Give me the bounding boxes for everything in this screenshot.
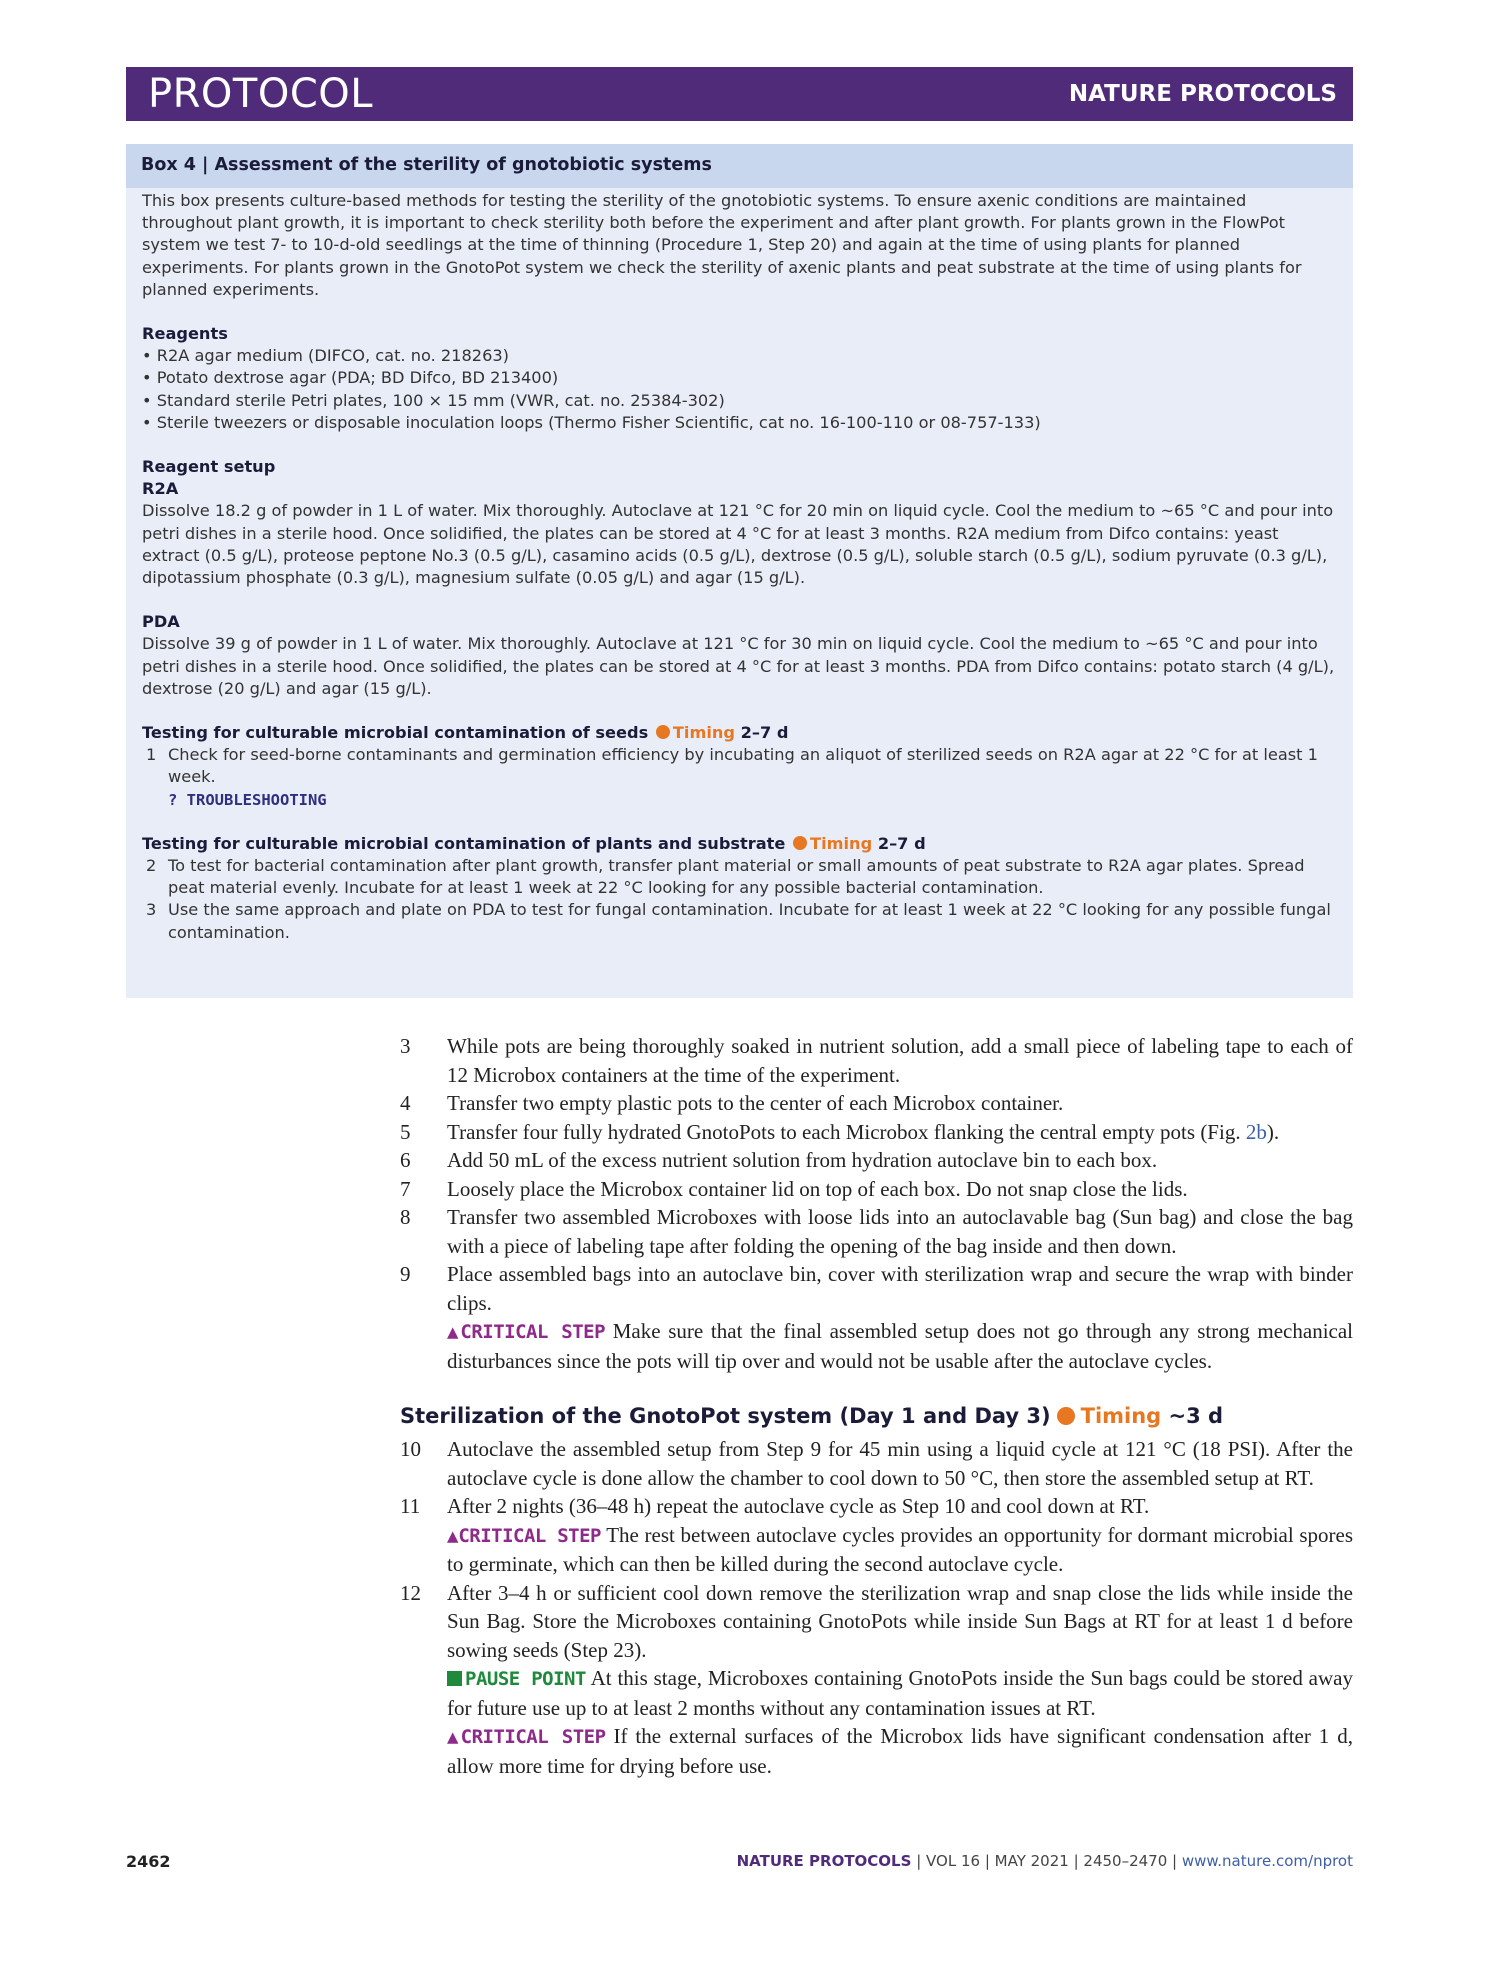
box-step-3: 3 Use the same approach and plate on PDA to test for fungal contamination. Incubate for at least 1 week at 22 °C looking for any possible fungal contamination. [146,900,1331,942]
pda-text: Dissolve 39 g of powder in 1 L of water. Mix thoroughly. Autoclave at 121 °C for 30 min on liquid cycle. Cool the medium to ~65 °C and pour into petri dishes in a sterile hood. Once solidified, the plates can be stored at 4 °C for at least 3 months. PDA from Difco contains: potato starch (4 g/L), dextrose (20 g/L) and agar (15 g/L). [142,634,1335,698]
step-3: 3 While pots are being thoroughly soaked in nutrient solution, add a small piece of labeling tape to each of 12 Microbox containers at the time of the experiment. [400,1034,1353,1087]
box-step-1: 1 Check for seed-borne contaminants and germination efficiency by incubating an aliquot of sterilized seeds on R2A agar at 22 °C for at least 1 week. [146,745,1318,787]
box-title: Box 4 | Assessment of the sterility of gnotobiotic systems [141,155,712,175]
reagent-item: • Sterile tweezers or disposable inoculation loops (Thermo Fisher Scientific, cat no. 16-100-110 or 08-757-133) [142,412,1041,432]
section-heading: Sterilization of the GnotoPot system (Day 1 and Day 3) Timing ~3 d [400,1404,1224,1428]
figure-link[interactable]: 2b [1245,1119,1267,1144]
step-11: 11 After 2 nights (36–48 h) repeat the autoclave cycle as Step 10 and cool down at RT. [400,1494,1150,1518]
page-header [126,67,1353,121]
step-4: 4 Transfer two empty plastic pots to the center of each Microbox container. [400,1091,1064,1115]
timing-dot-icon [656,725,670,739]
pda-heading: PDA [142,612,180,632]
reagent-setup-heading: Reagent setup [142,457,276,477]
box-step-2: 2 To test for bacterial contamination after plant growth, transfer plant material or small amounts of peat substrate to R2A agar plates. Spread peat material evenly. Incubate for at least 1 week at 22 °C looking for any possible bacterial contamination. [146,856,1305,898]
step-8: 8 Transfer two assembled Microboxes with loose lids into an autoclavable bag (Sun bag) and close the bag with a piece of labeling tape after folding the opening of the bag inside and then down. [400,1205,1353,1258]
critical-step-note: ▲CRITICAL STEP If the external surfaces of the Microbox lids have significant condensation after 1 d, allow more time for drying before use. [447,1724,1353,1778]
step-5: 5 Transfer four fully hydrated GnotoPots to each Microbox flanking the central empty pots (Fig. 2b). [400,1119,1280,1144]
step-10: 10 Autoclave the assembled setup from Step 9 for 45 min using a liquid cycle at 121 °C (18 PSI). After the autoclave cycle is done allow the chamber to cool down to 50 °C, then store the assembled setup at RT. [400,1437,1353,1490]
step-7: 7 Loosely place the Microbox container lid on top of each box. Do not snap close the lids. [400,1176,1188,1201]
reagent-item: • Standard sterile Petri plates, 100 × 15 mm (VWR, cat. no. 25384-302) [142,390,725,410]
timing-dot-icon [793,836,807,850]
header-journal-name: NATURE PROTOCOLS [1068,81,1337,107]
box-intro: This box presents culture-based methods for testing the sterility of the gnotobiotic systems. To ensure axenic conditions are maintained throughout plant growth, it is important to check sterility both before the experiment and after plant growth. For plants grown in the FlowPot system we test 7- to 10-d-old seedlings at the time of thinning (Procedure 1, Step 20) and again at the time of using plants for planned experiments. For plants grown in the GnotoPot system we check the sterility of axenic plants and peat substrate at the time of using plants for planned experiments. [142,191,1302,299]
main-text [400,1032,1353,1780]
page-number: 2462 [126,1852,171,1871]
pause-point-note: PAUSE POINT At this stage, Microboxes containing GnotoPots inside the Sun bags could be stored away for future use up to at least 2 months without any contamination issues at RT. [447,1666,1353,1720]
box-body [142,190,1337,944]
header-section-label: PROTOCOL [148,71,374,117]
critical-step-label: ▲CRITICAL STEP [447,1726,606,1748]
box-4 [126,144,1353,998]
r2a-text: Dissolve 18.2 g of powder in 1 L of water. Mix thoroughly. Autoclave at 121 °C for 20 min on liquid cycle. Cool the medium to ~65 °C and pour into petri dishes in a sterile hood. Once solidified, the plates can be stored at 4 °C for at least 3 months. R2A medium from Difco contains: yeast extract (0.5 g/L), proteose peptone No.3 (0.5 g/L), casamino acids (0.5 g/L), dextrose (0.5 g/L), soluble starch (0.5 g/L), sodium pyruvate (0.3 g/L), dipotassium phosphate (0.3 g/L), magnesium sulfate (0.05 g/L) and agar (15 g/L). [142,501,1334,588]
critical-step-label: ▲CRITICAL STEP [447,1524,601,1547]
reagents-heading: Reagents [142,324,228,344]
box-title-bar [126,144,1353,188]
r2a-heading: R2A [142,479,179,499]
critical-step-label: ▲CRITICAL STEP [447,1321,606,1343]
pause-square-icon [447,1671,462,1686]
timing-dot-icon [1057,1407,1075,1425]
critical-step-note: ▲CRITICAL STEP The rest between autoclave cycles provides an opportunity for dormant microbial spores to germinate, which can then be killed during the second autoclave cycle. [447,1522,1353,1576]
plants-test-heading: Testing for culturable microbial contamination of plants and substrate Timing 2–7 d [142,833,926,853]
step-9: 9 Place assembled bags into an autoclave bin, cover with sterilization wrap and secure the wrap with binder clips. [400,1262,1353,1315]
seeds-test-heading: Testing for culturable microbial contamination of seeds Timing 2–7 d [142,723,789,743]
step-6: 6 Add 50 mL of the excess nutrient solution from hydration autoclave bin to each box. [400,1148,1158,1172]
journal-url-link[interactable]: www.nature.com/nprot [1181,1852,1353,1870]
pause-point-label: PAUSE POINT [465,1668,586,1690]
reagent-item: • Potato dextrose agar (PDA; BD Difco, BD 213400) [142,368,559,388]
troubleshooting-link[interactable]: ? TROUBLESHOOTING [168,790,327,809]
step-12: 12 After 3–4 h or sufficient cool down remove the sterilization wrap and snap close the lids while inside the Sun Bag. Store the Microboxes containing GnotoPots while inside Sun Bags at RT for at least 1 d before sowing seeds (Step 23). [400,1580,1353,1662]
critical-step-note: ▲CRITICAL STEP Make sure that the final assembled setup does not go through any strong mechanical disturbances since the pots will tip over and would not be usable after the autoclave cycles. [447,1319,1353,1373]
page-footer-citation: NATURE PROTOCOLS | VOL 16 | MAY 2021 | 2450–2470 | www.nature.com/nprot [736,1852,1353,1870]
reagent-item: • R2A agar medium (DIFCO, cat. no. 218263) [142,346,509,366]
